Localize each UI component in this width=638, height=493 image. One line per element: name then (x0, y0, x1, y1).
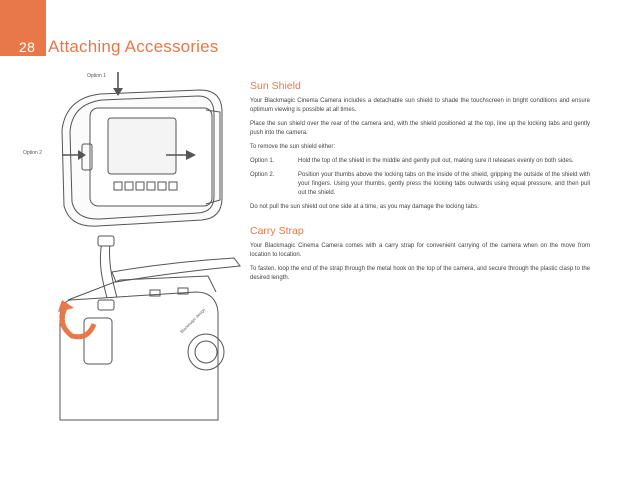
callout-option-2: Option 2 (23, 150, 42, 156)
paragraph: Your Blackmagic Cinema Camera includes a detachable sun shield to shade the touchscreen in bright conditions and ensure optimum viewing is possible at all times. (250, 98, 590, 113)
option-label: Option 2. (250, 172, 275, 178)
paragraph: To fasten, loop the end of the strap through the metal hook on the top of the camera, and secure through the plastic clasp to the desired length. (250, 266, 590, 281)
paragraph: To remove the sun shield either: (250, 144, 336, 150)
option-text: Position your thumbs above the locking tabs on the inside of the shield, gripping the outside of the shield with your fingers. Using your thumbs, gently press the locking tabs outwards using equal pressure, and then pull out the shield. (298, 172, 590, 196)
paragraph: Place the sun shield over the rear of the camera and, with the shield positioned at the top, line up the locking tabs and gently push into the camera. (250, 121, 590, 136)
camera-logo: Blackmagic design (179, 306, 207, 335)
callout-option-1: Option 1 (87, 73, 106, 79)
option-item (250, 157, 590, 166)
option-item (250, 171, 590, 198)
chapter-title: Attaching Accessories (48, 37, 219, 56)
paragraph: Your Blackmagic Cinema Camera comes with a carry strap for convenient carrying of the camera when on the move from location to location. (250, 243, 590, 258)
page-number: 28 (19, 39, 36, 55)
option-text: Hold the top of the shield in the middle and gently pull out, making sure it releases evenly on both sides. (298, 158, 574, 164)
option-label: Option 1. (250, 158, 275, 164)
paragraph: Do not pull the sun shield out one side at a time, as you may damage the locking tabs. (250, 204, 479, 210)
text-column (250, 80, 590, 288)
section-heading-carry-strap: Carry Strap (250, 225, 304, 237)
section-heading-sun-shield: Sun Shield (250, 80, 301, 92)
